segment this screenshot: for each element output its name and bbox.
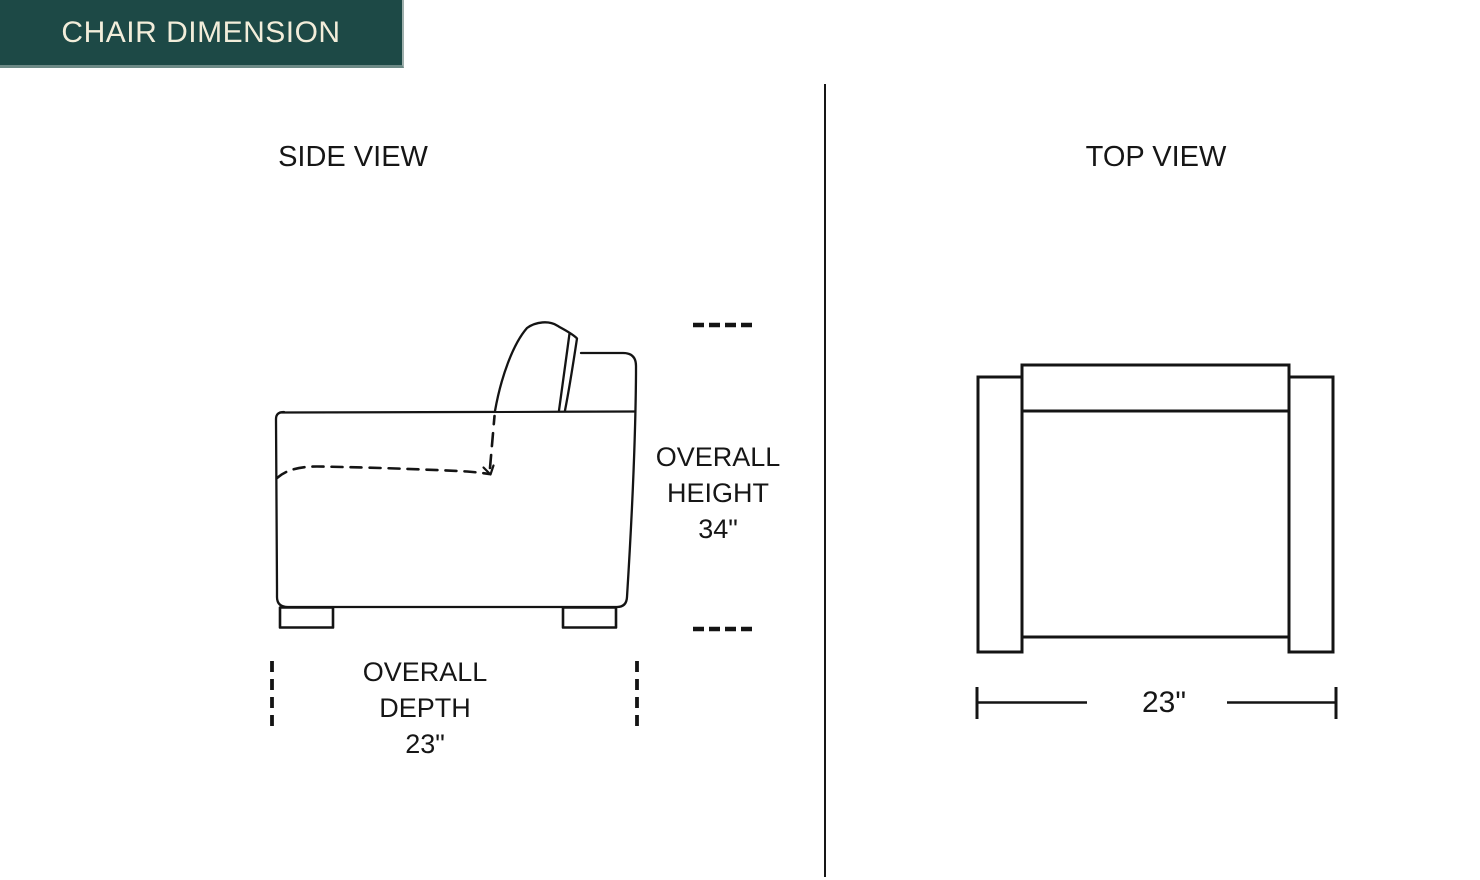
side-chair-arm-top-edge	[280, 412, 635, 413]
height-label-line1: OVERALL	[655, 442, 781, 472]
depth-dimension-label	[345, 654, 505, 762]
height-label-line2: HEIGHT	[666, 478, 769, 508]
top-view-title: TOP VIEW	[1085, 141, 1227, 173]
height-dimension-label	[638, 439, 798, 547]
side-view-title: SIDE VIEW	[278, 141, 428, 173]
side-chair-feet	[280, 608, 616, 628]
width-dimension-label: 23"	[1141, 686, 1187, 719]
top-chair-arm-right	[1289, 377, 1333, 652]
chair-dimension-badge	[0, 0, 404, 68]
depth-label-line2: DEPTH	[379, 693, 471, 723]
panel-divider	[824, 84, 826, 877]
top-chair-seat	[1022, 411, 1289, 637]
badge-label: CHAIR DIMENSION	[61, 15, 341, 49]
depth-value: 23"	[405, 729, 445, 759]
height-value: 34"	[698, 514, 738, 544]
top-chair-backrest	[1022, 365, 1289, 411]
depth-label-line1: OVERALL	[362, 657, 488, 687]
top-chair-arm-left	[978, 377, 1022, 652]
side-chair-body	[276, 353, 636, 607]
top-view-drawing	[950, 350, 1370, 730]
